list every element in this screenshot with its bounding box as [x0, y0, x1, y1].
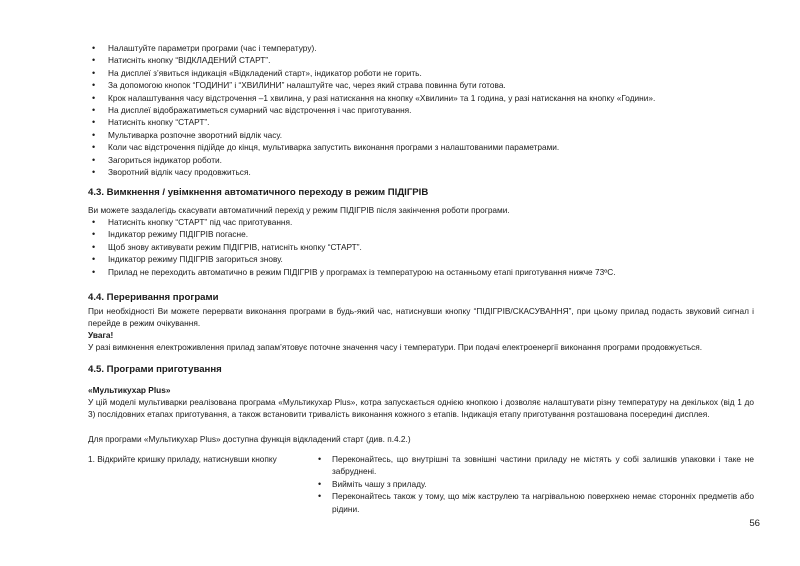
- section-heading-4-4: 4.4. Переривання програми: [88, 292, 219, 303]
- list-item: • На дисплеї з’явиться індикація «Відкладений старт», індикатор роботи не горить.: [88, 67, 655, 79]
- step-1-checklist: [318, 453, 754, 515]
- list-item: • Індикатор режиму ПІДІГРІВ погасне.: [88, 228, 616, 240]
- list-item: • Зворотний відлік часу продовжиться.: [88, 166, 655, 178]
- list-item: • Натисніть кнопку “СТАРТ”.: [88, 116, 655, 128]
- list-item: • Прилад не переходить автоматично в режим ПІДІГРІВ у програмах із температурою на останньому етапі приготування нижче 73ºС.: [88, 266, 616, 278]
- list-item: • Натисніть кнопку “ВІДКЛАДЕНИЙ СТАРТ”.: [88, 54, 655, 66]
- list-item: • Налаштуйте параметри програми (час і температуру).: [88, 42, 655, 54]
- keep-warm-list: [88, 216, 616, 278]
- section-intro: Ви можете заздалегідь скасувати автоматичний перехід у режим ПІДІГРІВ після закінчення роботи програми.: [88, 205, 510, 215]
- program-subheading: «Мультикухар Plus»: [88, 385, 171, 395]
- list-item: • Переконайтесь також у тому, що між каструлею та нагрівальною поверхнею немає сторонніх предметів або рідини.: [318, 490, 754, 515]
- list-item: • Вийміть чашу з приладу.: [318, 478, 754, 490]
- list-item: • Коли час відстрочення підійде до кінця, мультиварка запустить виконання програми з налаштованими параметрами.: [88, 141, 655, 153]
- settings-steps-list: [88, 42, 655, 178]
- page-number: 56: [749, 518, 760, 529]
- program-description: У цій моделі мультиварки реалізована програма «Мультикухар Plus», котра запускається однією кнопкою і дозволяє налаштувати різну температуру на декількох (від 1 до 3) послідовних етапах приготування, а також встановити тривалість виконання кожного з етапів. Індикація етапу приготування розташована посередині дисплея.: [88, 397, 754, 420]
- warning-label: Увага!: [88, 330, 114, 340]
- delayed-start-note: Для програми «Мультикухар Plus» доступна функція відкладений старт (див. п.4.2.): [88, 434, 411, 444]
- list-item: • Мультиварка розпочне зворотний відлік часу.: [88, 129, 655, 141]
- warning-text: У разі вимкнення електроживлення прилад запам’ятовує поточне значення часу і температури. При подачі електроенергії виконання програми продовжується.: [88, 342, 703, 352]
- section-heading-4-5: 4.5. Програми приготування: [88, 364, 222, 375]
- list-item: • Щоб знову активувати режим ПІДІГРІВ, натисніть кнопку “СТАРТ”.: [88, 241, 616, 253]
- list-item: • На дисплеї відображатиметься сумарний час відстрочення і час приготування.: [88, 104, 655, 116]
- step-1: 1. Відкрийте кришку приладу, натиснувши кнопку: [88, 454, 277, 464]
- list-item: • Переконайтесь, що внутрішні та зовнішні частини приладу не містять у собі залишків упаковки і таке не забруднені.: [318, 453, 754, 478]
- list-item: • За допомогою кнопок “ГОДИНИ” і “ХВИЛИНИ” налаштуйте час, через який страва повинна бути готова.: [88, 79, 655, 91]
- list-item: • Крок налаштування часу відстрочення –1 хвилина, у разі натискання на кнопку «Хвилини» та 1 година, у разі натискання на кнопку «Години».: [88, 92, 655, 104]
- interrupt-paragraph: При необхідності Ви можете перервати виконання програми в будь-який час, натиснувши кнопку “ПІДІГРІВ/СКАСУВАННЯ”, при цьому прилад подасть звуковий сигнал і перейде в режим очікування.: [88, 306, 754, 329]
- section-heading-4-3: 4.3. Вимкнення / увімкнення автоматичного переходу в режим ПІДІГРІВ: [88, 187, 429, 198]
- list-item: • Індикатор режиму ПІДІГРІВ загориться знову.: [88, 253, 616, 265]
- list-item: • Натисніть кнопку “СТАРТ” під час приготування.: [88, 216, 616, 228]
- list-item: • Загориться індикатор роботи.: [88, 154, 655, 166]
